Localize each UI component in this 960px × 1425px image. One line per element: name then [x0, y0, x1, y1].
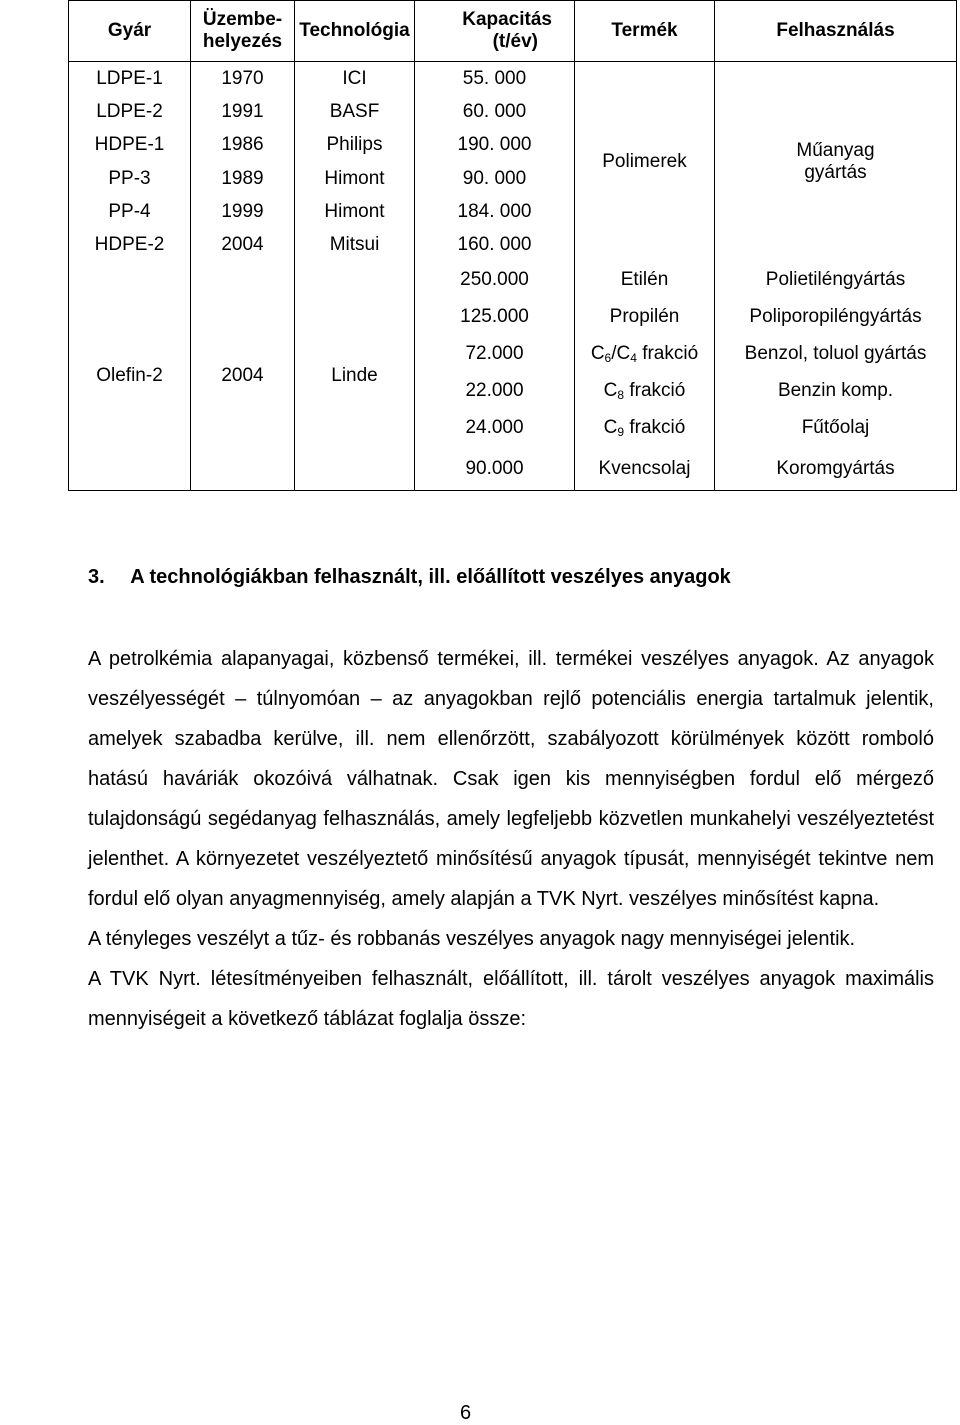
paragraph: A petrolkémia alapanyagai, közbenső termékei, ill. termékei veszélyes anyagok. Az anyagok veszélyességét – túlnyomóan – az anyagokban rejlő potenciális energia tartalmuk jelentik, amelyek szabadba kerülve, ill. nem ellenőrzött, szabályozott körülmények között romboló hatású haváriák okozóivá válhatnak. Csak igen kis mennyiségben fordul elő mérgező tulajdonságú segédanyag felhasználás, amely legfeljebb közvetlen munkahelyi veszélyeztetést jelenthet. A környezetet veszélyeztető minősítésű anyagok típusát, mennyiségét tekintve nem fordul elő olyan anyagmennyiség, amely alapján a TVK Nyrt. veszélyes minősítést kapna.: [88, 648, 934, 910]
cell-plant: PP-4: [69, 195, 191, 228]
paragraph: A tényleges veszélyt a tűz- és robbanás veszélyes anyagok nagy mennyiségei jelentik.: [88, 928, 856, 950]
header-technology: Technológia: [295, 1, 415, 62]
cell-year: 1970: [191, 62, 295, 96]
cell-plant: LDPE-1: [69, 62, 191, 96]
cell-capacity: 60. 000: [415, 95, 575, 128]
cell-product: Kvencsolaj: [575, 447, 715, 491]
cell-plant: HDPE-2: [69, 228, 191, 261]
paragraph: A TVK Nyrt. létesítményeiben felhasznált, előállított, ill. tárolt veszélyes anyagok maximális mennyiségeit a következő táblázat foglalja össze:: [88, 968, 934, 1030]
cell-plant-olefin: Olefin-2: [69, 262, 191, 491]
cell-capacity: 90.000: [415, 447, 575, 491]
header-product: Termék: [575, 1, 715, 62]
cell-product: Propilén: [575, 299, 715, 336]
cell-technology: BASF: [295, 95, 415, 128]
cell-plant: LDPE-2: [69, 95, 191, 128]
cell-capacity: 190. 000: [415, 129, 575, 162]
body-text: [88, 639, 934, 1039]
cell-usage: Poliporopiléngyártás: [715, 299, 957, 336]
cell-technology: Himont: [295, 195, 415, 228]
cell-capacity: 55. 000: [415, 62, 575, 96]
plant-capacity-table: [68, 0, 957, 491]
header-commissioning: Üzembe- helyezés: [191, 1, 295, 62]
cell-product: Etilén: [575, 262, 715, 299]
section-heading: [88, 566, 731, 589]
section-title: A technológiákban felhasznált, ill. előállított veszélyes anyagok: [130, 566, 731, 588]
cell-technology: Mitsui: [295, 228, 415, 261]
cell-plant: PP-3: [69, 162, 191, 195]
table-row: [69, 262, 957, 299]
cell-product: $C_8$ frakció: [575, 373, 715, 410]
page-number: 6: [460, 1402, 472, 1424]
table-row: [69, 62, 957, 96]
header-capacity: Kapacitás (t/év): [415, 1, 575, 62]
cell-year: 2004: [191, 228, 295, 261]
cell-year: 1986: [191, 129, 295, 162]
cell-capacity: 184. 000: [415, 195, 575, 228]
cell-capacity: 250.000: [415, 262, 575, 299]
header-plant: Gyár: [69, 1, 191, 62]
header-usage: Felhasználás: [715, 1, 957, 62]
cell-plant: HDPE-1: [69, 129, 191, 162]
cell-product: $C_9$ frakció: [575, 410, 715, 447]
section-number: 3.: [88, 566, 105, 588]
cell-usage: Koromgyártás: [715, 447, 957, 491]
cell-product-polymers: Polimerek: [575, 62, 715, 262]
cell-technology: Philips: [295, 129, 415, 162]
cell-usage-plastics: Műanyag gyártás: [715, 62, 957, 262]
cell-technology: ICI: [295, 62, 415, 96]
cell-usage: Benzol, toluol gyártás: [715, 336, 957, 373]
cell-year: 1999: [191, 195, 295, 228]
cell-year: 1989: [191, 162, 295, 195]
cell-year: 1991: [191, 95, 295, 128]
cell-capacity: 160. 000: [415, 228, 575, 261]
cell-usage: Benzin komp.: [715, 373, 957, 410]
cell-usage: Polietiléngyártás: [715, 262, 957, 299]
cell-capacity: 90. 000: [415, 162, 575, 195]
cell-technology-olefin: Linde: [295, 262, 415, 491]
cell-capacity: 125.000: [415, 299, 575, 336]
cell-technology: Himont: [295, 162, 415, 195]
cell-usage: Fűtőolaj: [715, 410, 957, 447]
cell-capacity: 72.000: [415, 336, 575, 373]
cell-capacity: 24.000: [415, 410, 575, 447]
cell-year-olefin: 2004: [191, 262, 295, 491]
cell-product: $C_6/C_4$ frakció: [575, 336, 715, 373]
cell-capacity: 22.000: [415, 373, 575, 410]
